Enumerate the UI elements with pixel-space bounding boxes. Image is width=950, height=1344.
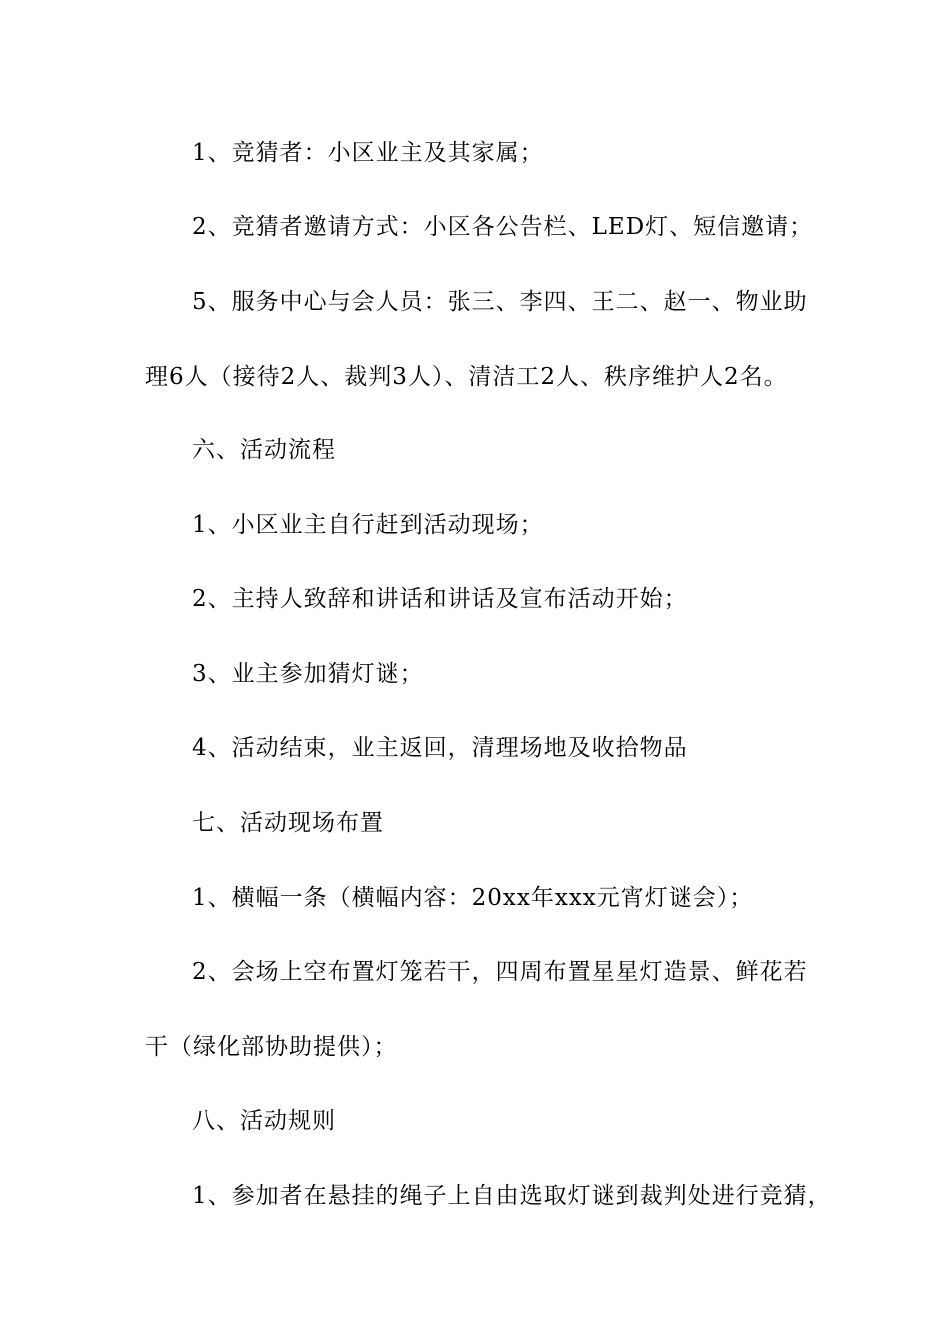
paragraph-line: 干（绿化部协助提供）； <box>145 1034 398 1060</box>
paragraph-line: 4、活动结束，业主返回，清理场地及收拾物品 <box>192 735 688 761</box>
paragraph-line: 1、竞猜者：小区业主及其家属； <box>192 140 544 166</box>
paragraph-line: 3、业主参加猜灯谜； <box>192 661 424 687</box>
paragraph-line: 1、参加者在悬挂的绳子上自由选取灯谜到裁判处进行竞猜， <box>192 1183 832 1209</box>
paragraph-line: 2、主持人致辞和讲话和讲话及宣布活动开始； <box>192 586 688 612</box>
section-heading: 八、活动规则 <box>192 1108 336 1134</box>
paragraph-line: 2、会场上空布置灯笼若干，四周布置星星灯造景、鲜花若 <box>192 959 808 985</box>
section-heading: 六、活动流程 <box>192 437 336 463</box>
paragraph-line: 1、横幅一条（横幅内容：20xx年xxx元宵灯谜会）； <box>192 885 754 911</box>
paragraph-line: 5、服务中心与会人员：张三、李四、王二、赵一、物业助 <box>192 289 808 315</box>
paragraph-line: 1、小区业主自行赶到活动现场； <box>192 512 544 538</box>
paragraph-line: 理6人（接待2人、裁判3人）、清洁工2人、秩序维护人2名。 <box>145 364 788 390</box>
paragraph-line: 2、竞猜者邀请方式：小区各公告栏、LED灯、短信邀请； <box>192 214 814 240</box>
section-heading: 七、活动现场布置 <box>192 810 384 836</box>
